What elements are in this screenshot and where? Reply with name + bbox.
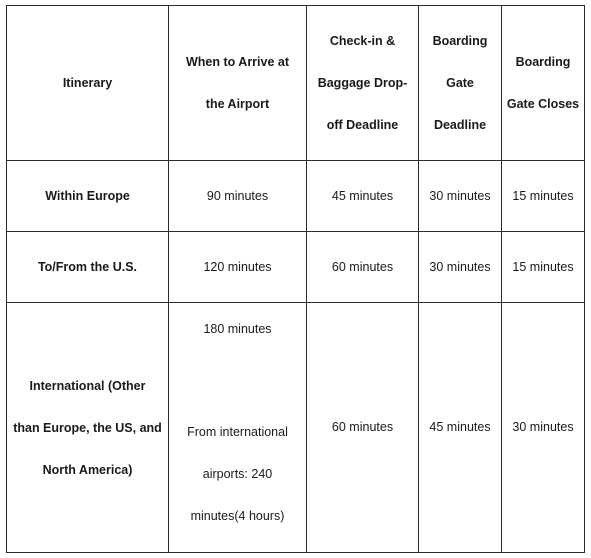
header-gate-closes-line: Gate Closes — [506, 97, 580, 111]
table-row — [7, 232, 585, 303]
header-arrive-line: the Airport — [205, 97, 270, 111]
header-arrive-line: When to Arrive at — [185, 55, 290, 69]
row-checkin: 45 minutes — [307, 161, 419, 232]
row-arrive-spacer — [172, 340, 303, 411]
header-gate-closes — [502, 6, 585, 161]
row-checkin: 60 minutes — [307, 303, 419, 553]
header-checkin-line: off Deadline — [326, 118, 399, 132]
row-arrive: 120 minutes — [169, 232, 307, 303]
row-arrive — [169, 303, 307, 553]
header-gate-closes-line: Boarding — [515, 55, 571, 69]
row-gate-closes: 30 minutes — [502, 303, 585, 553]
row-checkin: 60 minutes — [307, 232, 419, 303]
header-gate-deadline-line: Boarding — [432, 34, 488, 48]
row-gate-deadline: 30 minutes — [419, 161, 502, 232]
table-row — [7, 303, 585, 553]
header-gate-deadline — [419, 6, 502, 161]
row-gate-deadline: 45 minutes — [419, 303, 502, 553]
header-gate-deadline-line: Deadline — [433, 118, 487, 132]
row-arrive: 90 minutes — [169, 161, 307, 232]
row-gate-closes: 15 minutes — [502, 232, 585, 303]
row-itinerary-line: than Europe, the US, and — [13, 420, 162, 435]
header-arrive — [169, 6, 307, 161]
arrival-deadlines-table — [6, 5, 585, 553]
header-checkin — [307, 6, 419, 161]
row-arrive-international-line: From international — [187, 424, 288, 439]
row-itinerary-line: North America) — [42, 462, 133, 477]
header-itinerary-line: Itinerary — [62, 76, 113, 90]
row-itinerary: Within Europe — [7, 161, 169, 232]
row-itinerary — [7, 303, 169, 553]
header-row — [7, 6, 585, 161]
row-arrive-international-line: airports: 240 — [202, 466, 273, 481]
row-arrive-standard: 180 minutes — [203, 321, 272, 336]
header-checkin-line: Check-in & — [329, 34, 396, 48]
row-gate-deadline: 30 minutes — [419, 232, 502, 303]
row-arrive-international-line: minutes(4 hours) — [190, 508, 285, 523]
row-itinerary-line: International (Other — [29, 378, 146, 393]
table-row — [7, 161, 585, 232]
header-itinerary — [7, 6, 169, 161]
header-gate-deadline-line: Gate — [446, 76, 474, 90]
row-gate-closes: 15 minutes — [502, 161, 585, 232]
header-checkin-line: Baggage Drop- — [317, 76, 408, 90]
row-itinerary: To/From the U.S. — [7, 232, 169, 303]
